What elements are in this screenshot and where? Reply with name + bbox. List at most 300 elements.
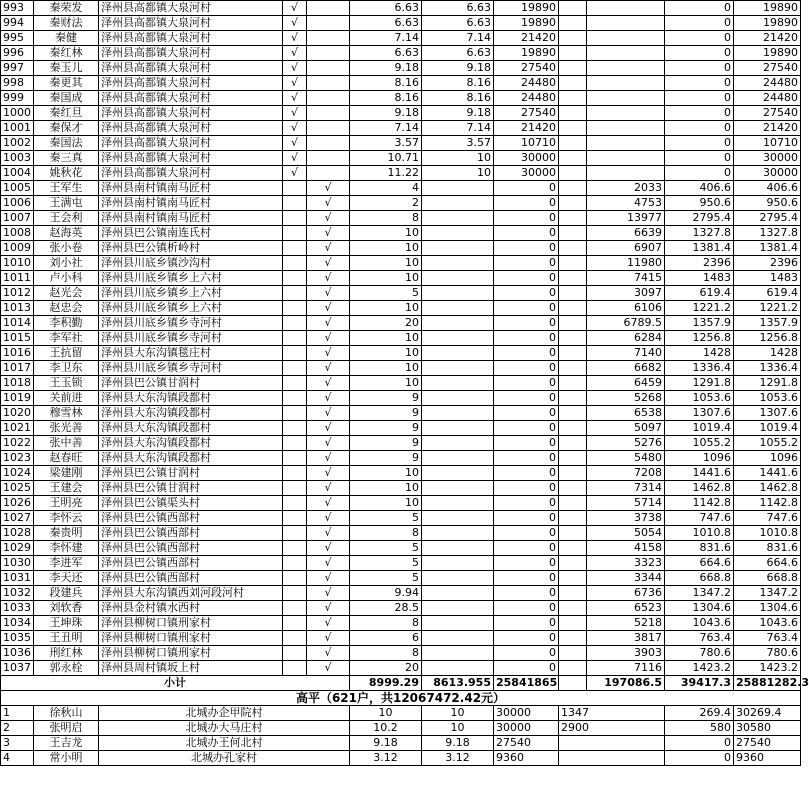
cell-blank xyxy=(559,451,587,466)
cell-address: 泽州县川底乡镇乡上六村 xyxy=(99,301,283,316)
cell-area: 10 xyxy=(350,241,422,256)
cell-subsidy: 269.4 xyxy=(665,706,734,721)
cell-base: 5714 xyxy=(587,496,665,511)
cell-base xyxy=(559,736,665,751)
cell-check-b: √ xyxy=(307,331,350,346)
cell-area: 10 xyxy=(350,376,422,391)
cell-subsidy: 2396 xyxy=(665,256,734,271)
cell-check-b xyxy=(307,46,350,61)
cell-address: 泽州县巴公镇甘润村 xyxy=(99,466,283,481)
cell-name: 秦保才 xyxy=(34,121,99,136)
table-row xyxy=(1,751,801,766)
cell-base: 5218 xyxy=(587,616,665,631)
cell-amount: 19890 xyxy=(494,46,559,61)
cell-area: 6 xyxy=(350,631,422,646)
cell-area: 5 xyxy=(350,541,422,556)
cell-name: 张小卷 xyxy=(34,241,99,256)
cell-check-b: √ xyxy=(307,616,350,631)
cell-base: 6682 xyxy=(587,361,665,376)
cell-area: 10 xyxy=(350,481,422,496)
table-row xyxy=(1,421,801,436)
cell-check-a xyxy=(283,241,307,256)
cell-address: 泽州县巴公镇甘润村 xyxy=(99,376,283,391)
cell-total: 1336.4 xyxy=(734,361,801,376)
cell-check-a xyxy=(283,631,307,646)
cell-subsidy: 1347.2 xyxy=(665,586,734,601)
cell-total: 1221.2 xyxy=(734,301,801,316)
cell-id: 1 xyxy=(1,706,34,721)
cell-blank xyxy=(559,586,587,601)
cell-amount: 21420 xyxy=(494,121,559,136)
cell-base xyxy=(587,166,665,181)
cell-subsidy: 1043.6 xyxy=(665,616,734,631)
cell-blank xyxy=(559,16,587,31)
cell-total: 1307.6 xyxy=(734,406,801,421)
cell-area: 10.2 xyxy=(350,721,422,736)
cell-base: 5276 xyxy=(587,436,665,451)
cell-blank xyxy=(559,556,587,571)
cell-area-adj xyxy=(422,391,494,406)
subtotal-total: 25881282.3 xyxy=(734,676,801,691)
cell-total: 950.6 xyxy=(734,196,801,211)
cell-base: 7314 xyxy=(587,481,665,496)
cell-area-adj xyxy=(422,241,494,256)
cell-base: 3738 xyxy=(587,511,665,526)
table-row xyxy=(1,736,801,751)
cell-total: 1055.2 xyxy=(734,436,801,451)
cell-area-adj: 3.57 xyxy=(422,136,494,151)
cell-id: 1026 xyxy=(1,496,34,511)
table-row xyxy=(1,136,801,151)
cell-address: 泽州县大东沟镇段都村 xyxy=(99,406,283,421)
cell-subsidy: 1221.2 xyxy=(665,301,734,316)
cell-area-adj xyxy=(422,661,494,676)
cell-blank xyxy=(559,1,587,16)
cell-amount: 0 xyxy=(494,346,559,361)
cell-id: 1000 xyxy=(1,106,34,121)
cell-area: 9 xyxy=(350,406,422,421)
cell-total: 1357.9 xyxy=(734,316,801,331)
cell-amount: 19890 xyxy=(494,1,559,16)
cell-base: 5480 xyxy=(587,451,665,466)
cell-base: 3323 xyxy=(587,556,665,571)
cell-base xyxy=(587,91,665,106)
cell-area-adj: 9.18 xyxy=(422,106,494,121)
cell-check-b: √ xyxy=(307,391,350,406)
cell-check-a: √ xyxy=(283,166,307,181)
cell-address: 泽州县川底乡镇乡上六村 xyxy=(99,271,283,286)
cell-area-adj xyxy=(422,316,494,331)
cell-blank xyxy=(559,601,587,616)
cell-blank xyxy=(559,496,587,511)
cell-check-a xyxy=(283,466,307,481)
cell-name: 秦国成 xyxy=(34,91,99,106)
cell-check-b: √ xyxy=(307,316,350,331)
cell-check-b: √ xyxy=(307,406,350,421)
cell-check-a xyxy=(283,406,307,421)
cell-address: 泽州县高都镇大泉河村 xyxy=(99,121,283,136)
cell-area: 8.16 xyxy=(350,76,422,91)
cell-address: 泽州县川底乡镇乡寺河村 xyxy=(99,331,283,346)
cell-address: 北城办企甲院村 xyxy=(99,706,350,721)
cell-total: 1019.4 xyxy=(734,421,801,436)
cell-address: 泽州县高都镇大泉河村 xyxy=(99,16,283,31)
cell-amount: 0 xyxy=(494,601,559,616)
cell-name: 李天还 xyxy=(34,571,99,586)
cell-check-a xyxy=(283,301,307,316)
cell-check-b: √ xyxy=(307,601,350,616)
cell-area: 10 xyxy=(350,466,422,481)
cell-subsidy: 0 xyxy=(665,76,734,91)
cell-check-a: √ xyxy=(283,136,307,151)
cell-address: 泽州县川底乡镇乡寺河村 xyxy=(99,361,283,376)
cell-subsidy: 668.8 xyxy=(665,571,734,586)
cell-area: 9 xyxy=(350,421,422,436)
section-header-row xyxy=(1,691,801,706)
cell-area: 10 xyxy=(350,256,422,271)
cell-check-b: √ xyxy=(307,181,350,196)
subtotal-base: 197086.5 xyxy=(587,676,665,691)
cell-area: 6.63 xyxy=(350,16,422,31)
cell-blank xyxy=(559,541,587,556)
cell-area-adj xyxy=(422,376,494,391)
cell-area: 5 xyxy=(350,556,422,571)
cell-total: 21420 xyxy=(734,31,801,46)
cell-total: 27540 xyxy=(734,61,801,76)
cell-id: 1010 xyxy=(1,256,34,271)
cell-id: 1012 xyxy=(1,286,34,301)
cell-base: 6284 xyxy=(587,331,665,346)
cell-blank xyxy=(559,376,587,391)
cell-total: 406.6 xyxy=(734,181,801,196)
cell-total: 668.8 xyxy=(734,571,801,586)
cell-area: 6.63 xyxy=(350,1,422,16)
cell-address: 泽州县高都镇大泉河村 xyxy=(99,61,283,76)
cell-area-adj: 10 xyxy=(422,151,494,166)
cell-blank xyxy=(559,151,587,166)
cell-name: 李进军 xyxy=(34,556,99,571)
cell-area: 8 xyxy=(350,616,422,631)
table-row xyxy=(1,286,801,301)
cell-check-b xyxy=(307,76,350,91)
cell-area: 5 xyxy=(350,511,422,526)
cell-name: 张光善 xyxy=(34,421,99,436)
cell-blank xyxy=(559,316,587,331)
table-row xyxy=(1,361,801,376)
cell-area-adj xyxy=(422,556,494,571)
cell-check-b: √ xyxy=(307,556,350,571)
cell-area-adj: 9.18 xyxy=(422,736,494,751)
cell-address: 泽州县大东沟镇段都村 xyxy=(99,391,283,406)
cell-check-a xyxy=(283,226,307,241)
table-row xyxy=(1,241,801,256)
cell-id: 1034 xyxy=(1,616,34,631)
cell-base xyxy=(587,61,665,76)
cell-subsidy: 1055.2 xyxy=(665,436,734,451)
subtotal-blank xyxy=(559,676,587,691)
cell-area: 10 xyxy=(350,331,422,346)
cell-base: 4753 xyxy=(587,196,665,211)
cell-area-adj: 6.63 xyxy=(422,16,494,31)
cell-check-a xyxy=(283,601,307,616)
cell-amount: 30000 xyxy=(494,166,559,181)
cell-name: 秦健 xyxy=(34,31,99,46)
cell-amount: 0 xyxy=(494,211,559,226)
cell-check-a xyxy=(283,481,307,496)
cell-name: 秦红林 xyxy=(34,46,99,61)
cell-name: 常小明 xyxy=(34,751,99,766)
cell-check-b: √ xyxy=(307,481,350,496)
cell-id: 1008 xyxy=(1,226,34,241)
cell-total: 1304.6 xyxy=(734,601,801,616)
cell-id: 1024 xyxy=(1,466,34,481)
cell-subsidy: 0 xyxy=(665,16,734,31)
cell-address: 泽州县柳树口镇刑家村 xyxy=(99,631,283,646)
cell-name: 李怀云 xyxy=(34,511,99,526)
cell-address: 泽州县高都镇大泉河村 xyxy=(99,76,283,91)
cell-check-a xyxy=(283,256,307,271)
cell-area-adj: 10 xyxy=(422,166,494,181)
cell-blank xyxy=(559,211,587,226)
cell-subsidy: 1053.6 xyxy=(665,391,734,406)
cell-area: 10 xyxy=(350,361,422,376)
cell-area-adj xyxy=(422,181,494,196)
cell-id: 994 xyxy=(1,16,34,31)
table-row xyxy=(1,616,801,631)
cell-base: 3344 xyxy=(587,571,665,586)
table-row xyxy=(1,586,801,601)
cell-check-a xyxy=(283,286,307,301)
cell-area-adj: 3.12 xyxy=(422,751,494,766)
cell-id: 4 xyxy=(1,751,34,766)
cell-check-b: √ xyxy=(307,196,350,211)
cell-amount: 0 xyxy=(494,271,559,286)
cell-subsidy: 1291.8 xyxy=(665,376,734,391)
cell-check-a: √ xyxy=(283,31,307,46)
cell-check-b xyxy=(307,106,350,121)
cell-amount: 0 xyxy=(494,316,559,331)
cell-subsidy: 1307.6 xyxy=(665,406,734,421)
cell-area-adj xyxy=(422,331,494,346)
cell-blank xyxy=(559,616,587,631)
cell-area: 3.57 xyxy=(350,136,422,151)
cell-check-a xyxy=(283,526,307,541)
cell-check-a xyxy=(283,556,307,571)
cell-total: 1291.8 xyxy=(734,376,801,391)
cell-check-b xyxy=(307,31,350,46)
cell-address: 泽州县大东沟镇毯庄村 xyxy=(99,346,283,361)
cell-blank xyxy=(559,466,587,481)
cell-id: 1020 xyxy=(1,406,34,421)
table-row xyxy=(1,706,801,721)
cell-base xyxy=(587,76,665,91)
cell-check-b xyxy=(307,61,350,76)
cell-address: 泽州县巴公镇西部村 xyxy=(99,526,283,541)
cell-name: 王军生 xyxy=(34,181,99,196)
cell-blank xyxy=(559,346,587,361)
cell-amount: 0 xyxy=(494,196,559,211)
cell-amount: 0 xyxy=(494,616,559,631)
cell-id: 1030 xyxy=(1,556,34,571)
cell-total: 2396 xyxy=(734,256,801,271)
cell-base: 6106 xyxy=(587,301,665,316)
cell-name: 李积勤 xyxy=(34,316,99,331)
cell-subsidy: 1304.6 xyxy=(665,601,734,616)
cell-area: 9.18 xyxy=(350,106,422,121)
cell-base xyxy=(587,136,665,151)
table-row xyxy=(1,256,801,271)
cell-base: 5054 xyxy=(587,526,665,541)
cell-check-a xyxy=(283,496,307,511)
cell-amount: 0 xyxy=(494,481,559,496)
cell-subsidy: 1327.8 xyxy=(665,226,734,241)
cell-amount: 0 xyxy=(494,361,559,376)
cell-base: 3903 xyxy=(587,646,665,661)
cell-area-adj xyxy=(422,361,494,376)
cell-subsidy: 1423.2 xyxy=(665,661,734,676)
cell-blank xyxy=(559,331,587,346)
cell-amount: 10710 xyxy=(494,136,559,151)
cell-check-a: √ xyxy=(283,91,307,106)
cell-amount: 0 xyxy=(494,286,559,301)
cell-check-b: √ xyxy=(307,541,350,556)
cell-check-a xyxy=(283,661,307,676)
cell-id: 993 xyxy=(1,1,34,16)
table-row xyxy=(1,541,801,556)
cell-total: 1053.6 xyxy=(734,391,801,406)
cell-total: 10710 xyxy=(734,136,801,151)
cell-amount: 27540 xyxy=(494,61,559,76)
cell-blank xyxy=(559,571,587,586)
cell-address: 泽州县川底乡镇乡寺河村 xyxy=(99,316,283,331)
cell-name: 王玉锁 xyxy=(34,376,99,391)
subtotal-area-adj: 8613.955 xyxy=(422,676,494,691)
cell-id: 1028 xyxy=(1,526,34,541)
cell-address: 北城办孔家村 xyxy=(99,751,350,766)
cell-amount: 0 xyxy=(494,301,559,316)
cell-name: 秦更其 xyxy=(34,76,99,91)
table-row xyxy=(1,1,801,16)
cell-base: 6459 xyxy=(587,376,665,391)
cell-subsidy: 0 xyxy=(665,91,734,106)
cell-area-adj xyxy=(422,436,494,451)
table-row xyxy=(1,151,801,166)
cell-blank xyxy=(559,76,587,91)
cell-address: 泽州县巴公镇西部村 xyxy=(99,511,283,526)
subtotal-amount: 25841865 xyxy=(494,676,559,691)
cell-total: 1096 xyxy=(734,451,801,466)
cell-name: 李卫东 xyxy=(34,361,99,376)
cell-check-a xyxy=(283,376,307,391)
cell-name: 王丑明 xyxy=(34,631,99,646)
table-row xyxy=(1,451,801,466)
cell-name: 王吉龙 xyxy=(34,736,99,751)
cell-base: 5268 xyxy=(587,391,665,406)
cell-amount: 0 xyxy=(494,391,559,406)
cell-address: 泽州县南村镇南马匠村 xyxy=(99,181,283,196)
cell-check-a xyxy=(283,271,307,286)
table-row xyxy=(1,61,801,76)
cell-name: 刘小社 xyxy=(34,256,99,271)
cell-blank xyxy=(559,196,587,211)
table-row xyxy=(1,631,801,646)
cell-base: 11980 xyxy=(587,256,665,271)
table-row xyxy=(1,181,801,196)
cell-area: 2 xyxy=(350,196,422,211)
cell-id: 999 xyxy=(1,91,34,106)
cell-check-a xyxy=(283,331,307,346)
cell-check-b: √ xyxy=(307,271,350,286)
cell-check-b xyxy=(307,136,350,151)
cell-name: 刘软香 xyxy=(34,601,99,616)
cell-total: 30000 xyxy=(734,151,801,166)
cell-id: 1006 xyxy=(1,196,34,211)
cell-name: 张明启 xyxy=(34,721,99,736)
table-row xyxy=(1,46,801,61)
cell-check-b: √ xyxy=(307,421,350,436)
cell-blank xyxy=(559,406,587,421)
cell-total: 1256.8 xyxy=(734,331,801,346)
cell-subsidy: 1441.6 xyxy=(665,466,734,481)
table-row xyxy=(1,121,801,136)
cell-name: 关前进 xyxy=(34,391,99,406)
cell-subsidy: 950.6 xyxy=(665,196,734,211)
cell-check-b: √ xyxy=(307,286,350,301)
cell-area-adj xyxy=(422,571,494,586)
cell-check-b xyxy=(307,121,350,136)
lower-rows xyxy=(1,706,801,766)
cell-check-b: √ xyxy=(307,346,350,361)
cell-amount: 0 xyxy=(494,406,559,421)
cell-subsidy: 1010.8 xyxy=(665,526,734,541)
cell-address: 泽州县周村镇坂上村 xyxy=(99,661,283,676)
cell-area-adj xyxy=(422,541,494,556)
cell-base: 7208 xyxy=(587,466,665,481)
cell-total: 30580 xyxy=(734,721,801,736)
cell-subsidy: 1019.4 xyxy=(665,421,734,436)
cell-base: 3817 xyxy=(587,631,665,646)
cell-id: 1036 xyxy=(1,646,34,661)
cell-check-a xyxy=(283,346,307,361)
cell-address: 泽州县高都镇大泉河村 xyxy=(99,31,283,46)
table-row xyxy=(1,466,801,481)
cell-id: 995 xyxy=(1,31,34,46)
cell-address: 泽州县南村镇南马匠村 xyxy=(99,211,283,226)
cell-area: 5 xyxy=(350,286,422,301)
cell-total: 1428 xyxy=(734,346,801,361)
cell-blank xyxy=(559,361,587,376)
cell-base: 6736 xyxy=(587,586,665,601)
cell-id: 1017 xyxy=(1,361,34,376)
cell-check-a xyxy=(283,436,307,451)
cell-check-b: √ xyxy=(307,496,350,511)
cell-id: 1016 xyxy=(1,346,34,361)
cell-area-adj: 8.16 xyxy=(422,76,494,91)
cell-area: 9 xyxy=(350,451,422,466)
cell-id: 998 xyxy=(1,76,34,91)
cell-check-b: √ xyxy=(307,211,350,226)
cell-area-adj xyxy=(422,496,494,511)
cell-area-adj xyxy=(422,256,494,271)
cell-check-b: √ xyxy=(307,631,350,646)
cell-check-a xyxy=(283,421,307,436)
cell-total: 763.4 xyxy=(734,631,801,646)
cell-id: 1033 xyxy=(1,601,34,616)
cell-total: 30000 xyxy=(734,166,801,181)
cell-base: 6538 xyxy=(587,406,665,421)
cell-subsidy: 1357.9 xyxy=(665,316,734,331)
cell-area-adj: 6.63 xyxy=(422,46,494,61)
